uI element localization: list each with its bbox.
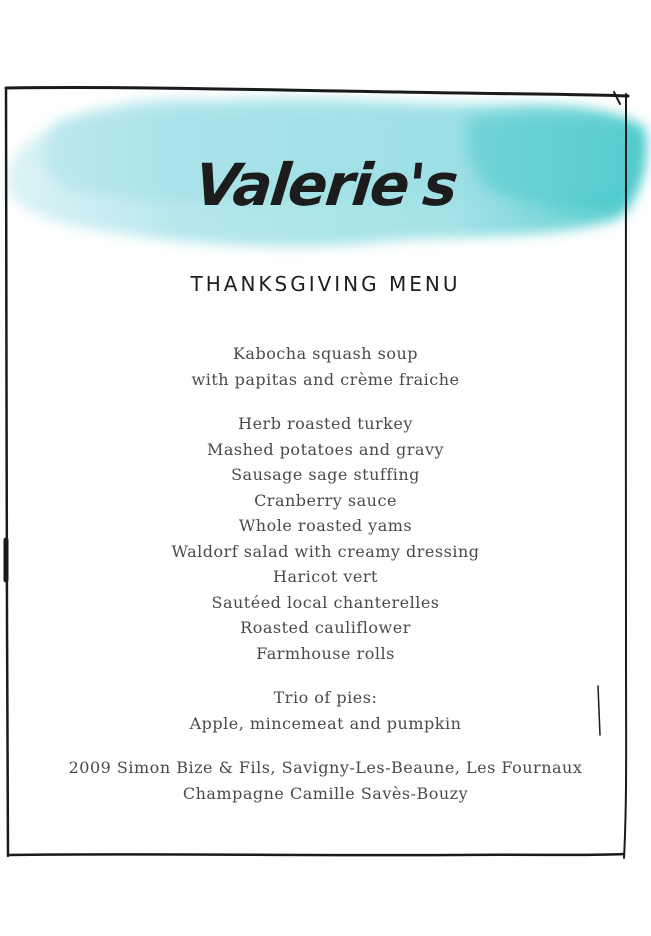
menu-item: Mashed potatoes and gravy	[206, 439, 445, 459]
menu-item: Waldorf salad with creamy dressing	[171, 541, 480, 561]
mains-course	[0, 411, 651, 666]
menu-item: Whole roasted yams	[238, 516, 413, 535]
menu-item: Trio of pies:	[273, 688, 378, 707]
starter-course	[0, 341, 651, 392]
menu-item: Sausage sage stuffing	[231, 465, 420, 484]
menu-item: Sautéed local chanterelles	[211, 592, 440, 612]
menu-item: Roasted cauliflower	[240, 618, 411, 637]
menu-item: Kabocha squash soup	[232, 344, 419, 363]
menu-item: Herb roasted turkey	[238, 414, 413, 433]
menu-item: Haricot vert	[273, 567, 378, 586]
menu-subtitle: THANKSGIVING MENU	[190, 272, 461, 296]
menu-item: Apple, mincemeat and pumpkin	[189, 713, 462, 733]
menu-items	[0, 341, 651, 825]
menu-item: with papitas and crème fraiche	[191, 369, 460, 389]
dessert-course	[0, 685, 651, 736]
menu-title: Valerie's	[191, 151, 460, 219]
menu-item: Farmhouse rolls	[256, 643, 395, 663]
wine-course	[0, 755, 651, 806]
wine-item: Champagne Camille Savès-Bouzy	[182, 783, 469, 803]
wine-item: 2009 Simon Bize & Fils, Savigny-Les-Beaune, Les Fournaux	[68, 758, 583, 777]
menu-item: Cranberry sauce	[254, 490, 397, 510]
